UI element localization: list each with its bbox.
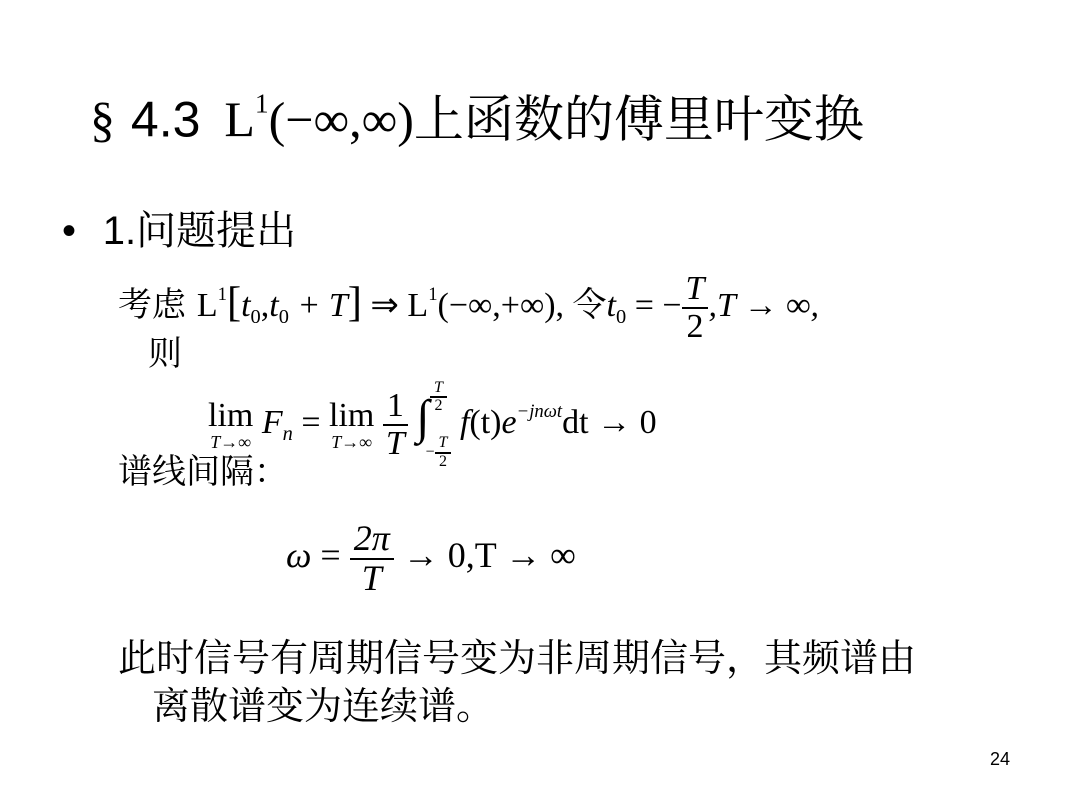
title-interval: (−∞,∞)	[268, 91, 414, 148]
spacing-label: 谱线间隔：	[118, 452, 288, 492]
lim-left: lim T→∞	[208, 396, 254, 453]
bullet-marker: •	[62, 209, 77, 253]
section-number: 4.3	[130, 91, 201, 148]
slide-title	[90, 72, 864, 151]
conclusion-line-2: 离散谱变为连续谱。	[152, 684, 495, 728]
omega-formula: ω = $\frac{2\pi}{T}$ → 0,T → ∞	[286, 517, 576, 598]
limit-formula: lim T→∞ $F_n$ = lim T→∞ $\frac{1}{T}$ ∫ $\frac{T}{2}$ − $\frac{T}{2}$ $f(t)e^{-jn\omega t}dt \to 0$	[208, 378, 657, 470]
section-sign: §	[90, 91, 115, 148]
t0-assignment: $t_0$ = − $\frac{T}{2}$ ,T → ∞,	[606, 270, 820, 346]
space-expression: $L^1[t_0,t_0 + T]$ ⇒ $L^1(-\infty,+\infty)$,	[196, 278, 573, 329]
ze-label: 则	[148, 334, 182, 374]
lim-right: lim T→∞	[329, 396, 375, 453]
title-text: 上函数的傅里叶变换	[413, 90, 864, 149]
ling-char: 令	[572, 284, 607, 325]
one-over-T: $\frac{1}{T}$	[383, 388, 408, 461]
space-symbol: $L^1$	[224, 88, 269, 148]
integral-sign: ∫	[416, 390, 430, 444]
heading-text: 1.问题提出	[102, 209, 297, 253]
conclusion-line-1: 此时信号有周期信号变为非周期信号，其频谱由	[118, 636, 917, 680]
consider-prefix: 考虑	[118, 284, 186, 325]
page-number: 24	[990, 749, 1011, 769]
consider-line	[118, 250, 819, 362]
integral-limits: $\frac{T}{2}$ − $\frac{T}{2}$	[426, 380, 452, 471]
